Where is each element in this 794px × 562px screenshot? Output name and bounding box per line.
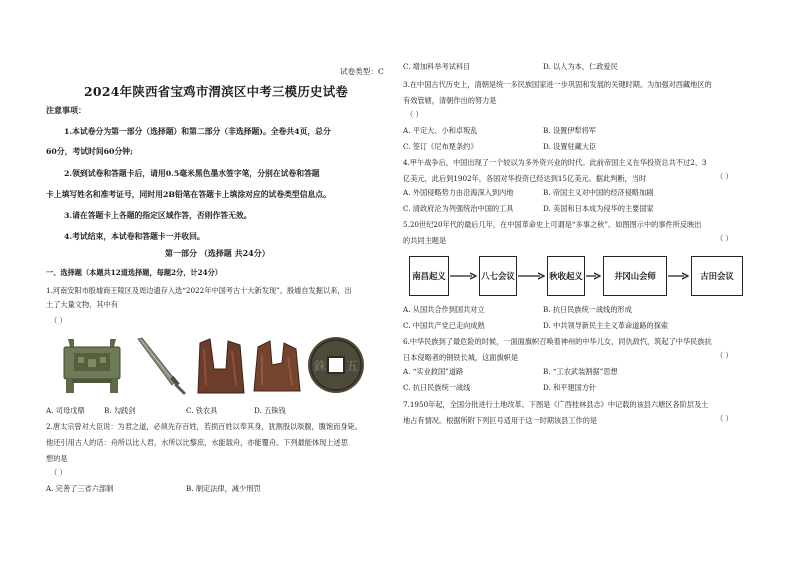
option-a: A. 外国侵略势力由沿海深入到内地	[403, 188, 514, 197]
question-6-line: 日本侵略者的钢铁长城，这面旗帜是	[403, 353, 519, 362]
iron-tool-image-2	[250, 335, 304, 395]
option-d: D. 设置驻藏大臣	[543, 142, 597, 151]
option-d: D. 和平建国方针	[543, 383, 597, 392]
option-d: D. 五铢钱	[254, 406, 286, 415]
question-2-line: 2.唐太宗曾对大臣说：为君之道，必须先存百姓，若损百姓以奉其身，犹割股以啖腹，腹饱而身毙。	[46, 422, 362, 431]
option-a: A. 司母戊鼎	[46, 406, 85, 415]
question-4-line: 亿美元，此后到1902年，各国对华投资已经达到15亿美元。据此判断，当时	[403, 174, 647, 183]
bronze-ding-image	[60, 335, 124, 395]
notice-item: 3.请在答题卡上各题的指定区域作答，否则作答无效。	[64, 211, 252, 220]
answer-paren: （ ）	[716, 414, 733, 423]
option-b: B. “工农武装割据”思想	[543, 367, 618, 376]
question-3-line: 有效管辖，清朝作出的努力是	[403, 96, 497, 105]
option-c: C. 铁农具	[186, 406, 218, 415]
notice-item: 2.领到试卷和答题卡后，请用0.5毫米黑色墨水签字笔，分别在试卷和答题	[64, 169, 320, 178]
events-flowchart	[403, 256, 748, 296]
option-d: D. 以人为本，仁政爱民	[543, 62, 618, 71]
notice-item: 60分，考试时间60分钟;	[46, 147, 133, 156]
question-5-line: 5.20世纪20年代的最后几年，在中国革命史上可谓是“多事之秋”。如图图示中的事件所反映出	[403, 220, 702, 229]
question-4-line: 4.甲午战争后，中国出现了一个较以为多外资兴业的时代。此前帝国主义在华投资总共不过2、3	[403, 158, 707, 167]
wuzhu-coin-image	[306, 335, 366, 395]
page-title: 2024年陕西省宝鸡市渭滨区中考三模历史试卷	[84, 84, 349, 99]
coin-char-zhu: 銖	[313, 359, 327, 373]
flow-box-jinggangshan: 井冈山会师	[603, 256, 667, 296]
option-c: C. 抗日民族统一战线	[403, 383, 471, 392]
flow-arrow	[518, 272, 546, 280]
option-c: C. 增加科举考试科目	[403, 62, 471, 71]
exam-type: 试卷类型：C	[340, 67, 384, 76]
notice-item: 1.本试卷分为第一部分（选择题）和第二部分（非选择题)。全卷共4页，总分	[64, 127, 331, 136]
option-b: B. 勾践剑	[104, 406, 136, 415]
flow-arrow	[450, 272, 478, 280]
flow-box-gutian: 古田会议	[691, 256, 743, 296]
answer-paren: （ ）	[716, 234, 733, 243]
question-2-line: 他还引用古人的话：舟所以比人君，水所以比黎庶，水能载舟，亦能覆舟。下列最能体现上述思	[46, 438, 348, 447]
option-b: B. 帝国主义对中国的经济侵略加剧	[543, 188, 654, 197]
flow-box-qiushou: 秋收起义	[547, 256, 585, 296]
option-b: B. 抗日民族统一战线的形成	[543, 305, 632, 314]
question-1-line: 土了大量文物，其中有	[46, 300, 118, 309]
option-a: A. 平定大、小和卓叛乱	[403, 126, 478, 135]
option-a: A. 完善了三省六部制	[46, 484, 114, 493]
question-7-line: 地占有情况。根据所附下列叵号适用于这一时期该县工作的是	[403, 416, 598, 425]
bronze-sword-image	[132, 335, 188, 395]
question-7-line: 7.1950年起，全国分批进行土地改革。下图是《广西桂林县志》中记载的该县六塘区各阶层及土	[403, 400, 709, 409]
answer-paren: （ ）	[716, 351, 733, 360]
flow-box-bayi: 八七会议	[479, 256, 517, 296]
answer-paren: （ ）	[50, 316, 67, 325]
part1-title: 第一部分 （选择题 共24分）	[165, 248, 270, 258]
answer-paren: （ ）	[406, 110, 423, 119]
question-1-line: 1.河南安阳市殷墟商王陵区及周边遗存入选“2022年中国考古十大新发现”。殷墟自发掘以来，出	[46, 286, 352, 295]
option-a: A. 从国共合作到国共对立	[403, 305, 485, 314]
question-5-line: 的共同主题是	[403, 236, 447, 245]
notice-item: 卡上填写姓名和准考证号，同时用2B铅笔在答题卡上填涂对应的试卷类型信息点。	[46, 190, 331, 199]
option-b: B. 设置伊犁将军	[543, 126, 596, 135]
iron-tool-image	[192, 335, 248, 395]
answer-paren: （ ）	[716, 172, 733, 181]
flow-arrow	[586, 272, 602, 280]
question-3-line: 3.在中国古代历史上，清朝是统一多民族国家进一步巩固和发展的关键时期。为加强对西藏地区的	[403, 80, 712, 89]
section-heading: 一、选择题（本题共12道选择题，每题2分，计24分）	[46, 268, 222, 277]
option-d: D. 中共领导新民主主义革命道路的探索	[543, 321, 669, 330]
option-a: A. “实业救国”道路	[403, 367, 464, 376]
notice-item: 4.考试结束，本试卷和答题卡一并收回。	[64, 232, 205, 241]
coin-char-wu: 五	[345, 359, 359, 373]
question-6-line: 6.中华民族到了最危险的时候，一面面旗帜召唤着神州的中华儿女，同仇敌忾，筑起了中华民族抗	[403, 337, 712, 346]
option-c: C. 中国共产党已走向成熟	[403, 321, 485, 330]
question-2-line: 想的是	[46, 454, 68, 463]
option-d: D. 美国和日本成为侵华的主要国家	[543, 204, 654, 213]
option-c: C. 清政府沦为列强统治中国的工具	[403, 204, 514, 213]
flow-arrow	[668, 272, 690, 280]
notice-heading: 注意事项：	[46, 105, 86, 115]
flow-box-nanchang: 南昌起义	[409, 256, 449, 296]
option-b: B. 制定法律，减少刑罚	[186, 484, 261, 493]
answer-paren: （ ）	[50, 468, 67, 477]
option-c: C. 签订《尼布楚条约》	[403, 142, 478, 151]
